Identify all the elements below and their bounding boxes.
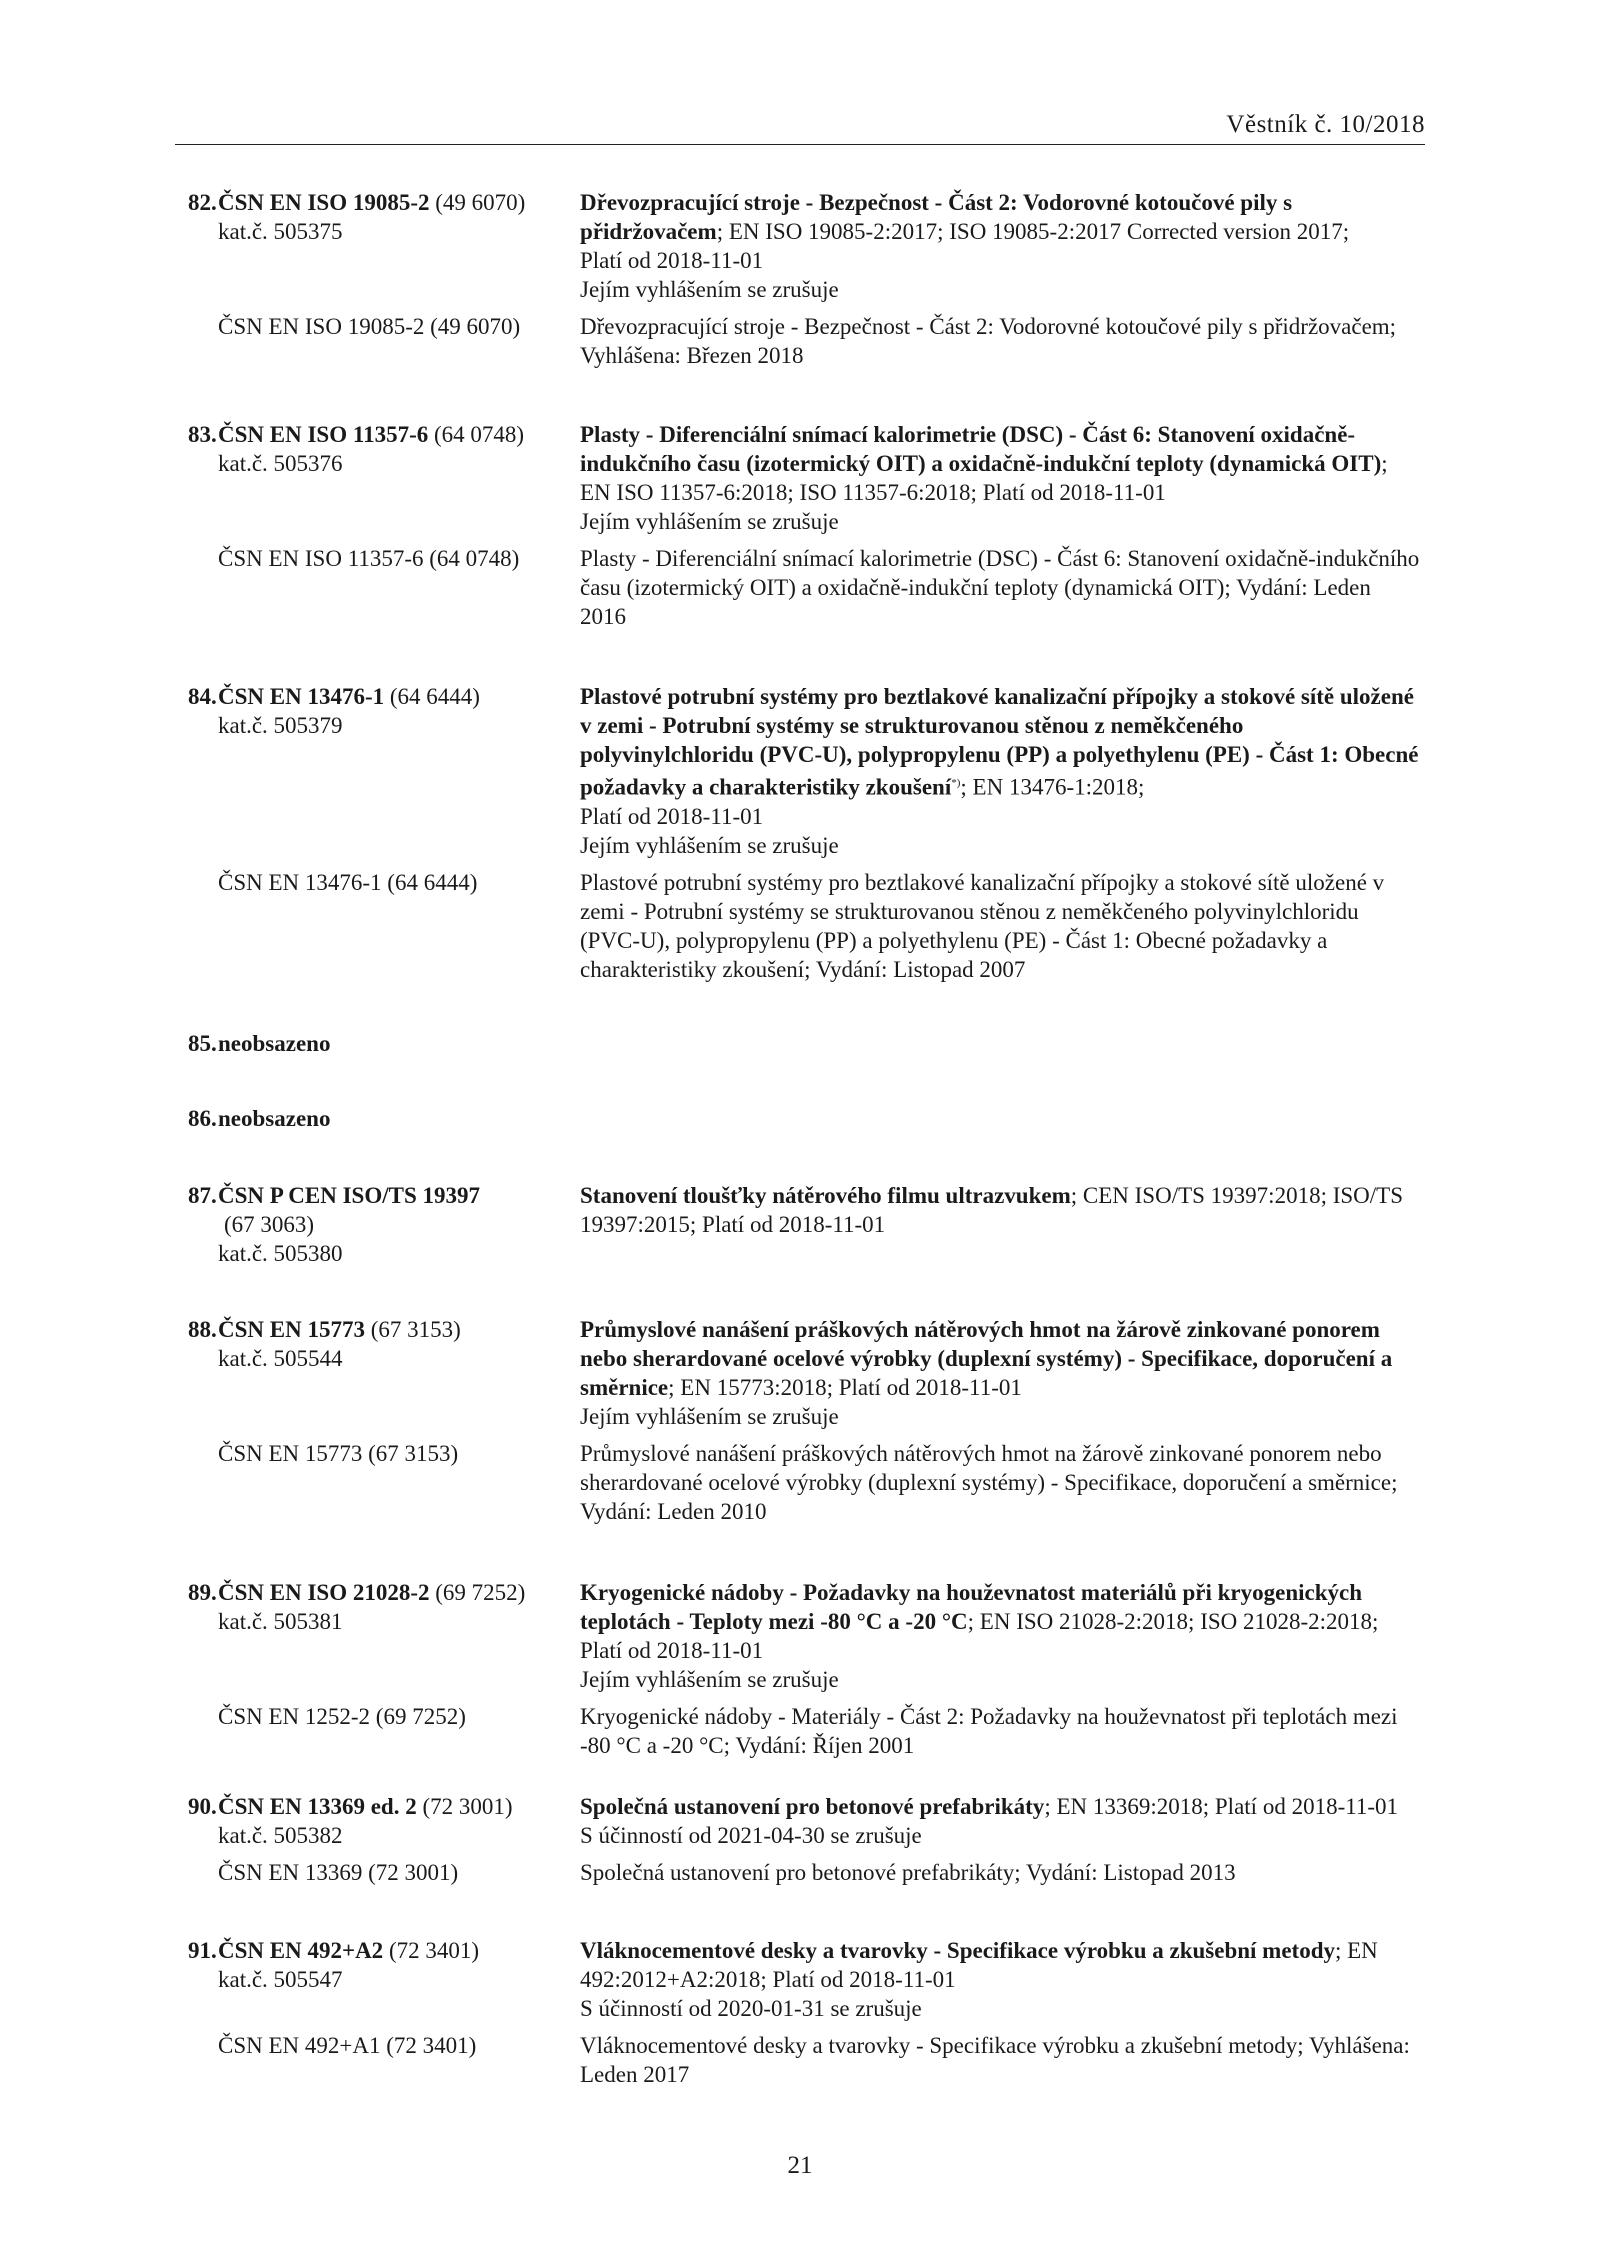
standard-description <box>580 1315 1420 1431</box>
standard-code: ČSN EN ISO 19085-2 <box>218 190 430 215</box>
standard-class: (67 3063) <box>224 1212 315 1237</box>
validity-date: Platí od 2018-11-01 <box>580 248 764 273</box>
catalog-number: kat.č. 505376 <box>218 451 343 476</box>
withdrawal-note: Jejím vyhlášením se zrušuje <box>580 509 839 534</box>
catalog-number: kat.č. 505379 <box>218 713 343 738</box>
withdrawal-note: Jejím vyhlášením se zrušuje <box>580 832 839 858</box>
standard-reference: ; EN ISO 19085-2:2017; ISO 19085-2:2017 Corrected version 2017; <box>716 219 1350 244</box>
standard-title: Kryogenické nádoby - Požadavky na houževnatost materiálů při kryogenických teplotách - Teploty mezi -80 °C a -20 °C <box>580 1580 1363 1634</box>
standard-description <box>580 1936 1420 2023</box>
withdrawn-standard-description: Kryogenické nádoby - Materiály - Část 2: Požadavky na houževnatost při teplotách mezi -80 °C a -20 °C; Vydání: Říjen 2001 <box>580 1704 1398 1758</box>
standard-reference: ; EN ISO 11357-6:2018; ISO 11357-6:2018; Platí od 2018-11-01 <box>580 451 1388 505</box>
standard-reference: ; CEN ISO/TS 19397:2018; ISO/TS 19397:2015; Platí od 2018-11-01 <box>580 1183 1404 1237</box>
withdrawn-standard-description: Plastové potrubní systémy pro beztlakové kanalizační přípojky a stokové sítě uložené v zemi - Potrubní systémy se strukturovanou stěnou z neměkčeného polyvinylchloridu (PVC-U), polypropylenu (PP) a polyethylenu (PE) - Část 1: Obecné požadavky a charakteristiky zkoušení; Vydání: Listopad 2007 <box>580 869 1385 982</box>
standard-id: 84.ČSN EN 13476-1 (64 6444) kat.č. 505379 <box>188 682 580 860</box>
withdrawn-standard-code: ČSN EN 13476-1 (64 6444) <box>218 869 478 895</box>
catalog-number: kat.č. 505544 <box>218 1346 343 1371</box>
withdrawn-standard-description: Společná ustanovení pro betonové prefabrikáty; Vydání: Listopad 2013 <box>580 1860 1236 1885</box>
standard-code: ČSN EN 15773 <box>218 1317 365 1342</box>
standard-entry-84 <box>188 682 1428 984</box>
standard-entry-82 <box>188 188 1428 370</box>
standard-class: (72 3401) <box>383 1938 480 1963</box>
standard-entry-83 <box>188 420 1428 631</box>
withdrawn-standard-description: Dřevozpracující stroje - Bezpečnost - Část 2: Vodorovné kotoučové pily s přidržovačem; Vyhlášena: Březen 2018 <box>580 314 1397 368</box>
catalog-number: kat.č. 505382 <box>218 1823 343 1848</box>
catalog-number: kat.č. 505381 <box>218 1609 343 1634</box>
standard-reference: ; EN ISO 21028-2:2018; ISO 21028-2:2018; Platí od 2018-11-01 <box>580 1609 1379 1663</box>
withdrawn-standard-description: Průmyslové nanášení práškových nátěrových hmot na žárově zinkované ponorem nebo sherardované ocelové výrobky (duplexní systémy) - Specifikace, doporučení a směrnice; Vydání: Leden 2010 <box>580 1441 1398 1524</box>
standard-description <box>580 1792 1420 1850</box>
standard-code: ČSN EN ISO 21028-2 <box>218 1580 430 1605</box>
footnote-mark: *) <box>951 777 961 789</box>
standard-entry-90 <box>188 1792 1428 1887</box>
standard-reference: ; EN 13369:2018; Platí od 2018-11-01 <box>1044 1794 1399 1819</box>
withdrawn-standard-description: Vláknocementové desky a tvarovky - Specifikace výrobku a zkušební metody; Vyhlášena: Leden 2017 <box>580 2033 1410 2087</box>
standard-code: ČSN EN 13476-1 <box>218 684 385 709</box>
withdrawn-standard-code: ČSN EN 1252-2 (69 7252) <box>218 1704 466 1729</box>
standard-id: 88.ČSN EN 15773 (67 3153) kat.č. 505544 <box>188 1315 580 1431</box>
withdrawal-note: Jejím vyhlášením se zrušuje <box>580 1404 839 1429</box>
standard-class: (49 6070) <box>429 190 526 215</box>
standard-code: ČSN EN 492+A2 <box>218 1938 384 1963</box>
standard-class: (67 3153) <box>364 1317 461 1342</box>
page-number: 21 <box>787 2152 813 2179</box>
standard-description <box>580 188 1420 304</box>
page-header <box>175 110 1425 145</box>
withdrawn-standard-code: ČSN EN ISO 11357-6 (64 0748) <box>218 546 520 571</box>
standard-id: 83.ČSN EN ISO 11357-6 (64 0748) kat.č. 505376 <box>188 420 580 536</box>
standard-title: Plasty - Diferenciální snímací kalorimetrie (DSC) - Část 6: Stanovení oxidačně-indukčního času (izotermický OIT) a oxidačně-indukční teploty (dynamická OIT) <box>580 422 1382 476</box>
catalog-number: kat.č. 505547 <box>218 1967 343 1992</box>
standard-entry-85: 85.neobsazeno <box>188 1031 331 1056</box>
standard-class: (64 6444) <box>384 684 480 709</box>
withdrawal-note: Jejím vyhlášením se zrušuje <box>580 1667 839 1692</box>
withdrawn-standard-code: ČSN EN 492+A1 (72 3401) <box>218 2033 477 2058</box>
standard-reference: ; EN 492:2012+A2:2018; Platí od 2018-11-01 <box>580 1938 1378 1992</box>
standard-description <box>580 420 1420 536</box>
journal-issue-title: Věstník č. 10/2018 <box>1226 111 1425 138</box>
catalog-number: kat.č. 505380 <box>218 1241 343 1266</box>
standard-code: ČSN P CEN ISO/TS 19397 <box>218 1183 481 1208</box>
standard-title: Dřevozpracující stroje - Bezpečnost - Část 2: Vodorovné kotoučové pily s přidržovačem <box>580 190 1293 244</box>
unused-entry-label: neobsazeno <box>218 1031 331 1056</box>
standard-description <box>580 1578 1420 1694</box>
standard-title: Vláknocementové desky a tvarovky - Specifikace výrobku a zkušební metody <box>580 1938 1335 1963</box>
standard-reference: ; EN 15773:2018; Platí od 2018-11-01 <box>668 1375 1022 1400</box>
standard-id: 90.ČSN EN 13369 ed. 2 (72 3001) kat.č. 505382 <box>188 1792 580 1850</box>
standard-title: Průmyslové nanášení práškových nátěrových hmot na žárově zinkované ponorem nebo sherardované ocelové výrobky (duplexní systémy) - Specifikace, doporučení a směrnice <box>580 1317 1393 1400</box>
standard-title: Stanovení tloušťky nátěrového filmu ultrazvukem <box>580 1183 1071 1208</box>
unused-entry-label: neobsazeno <box>218 1106 331 1131</box>
standard-id: 89.ČSN EN ISO 21028-2 (69 7252) kat.č. 505381 <box>188 1578 580 1694</box>
withdrawal-note: S účinností od 2020-01-31 se zrušuje <box>580 1996 922 2021</box>
withdrawal-note: S účinností od 2021-04-30 se zrušuje <box>580 1823 922 1848</box>
withdrawn-standard-code: ČSN EN 13369 (72 3001) <box>218 1860 459 1885</box>
standard-code: ČSN EN ISO 11357-6 <box>218 422 429 447</box>
withdrawn-standard-code: ČSN EN 15773 (67 3153) <box>218 1441 459 1466</box>
standard-code: ČSN EN 13369 ed. 2 <box>218 1794 417 1819</box>
withdrawn-standard-description: Plasty - Diferenciální snímací kalorimetrie (DSC) - Část 6: Stanovení oxidačně-indukčního času (izotermický OIT) a oxidačně-indukční teploty (dynamická OIT); Vydání: Leden 2016 <box>580 546 1420 629</box>
standard-class: (64 0748) <box>428 422 525 447</box>
standard-entry-87 <box>188 1181 1428 1268</box>
standard-id: 91.ČSN EN 492+A2 (72 3401) kat.č. 505547 <box>188 1936 580 2023</box>
standard-class: (69 7252) <box>429 1580 526 1605</box>
withdrawn-standard-code: ČSN EN ISO 19085-2 (49 6070) <box>218 314 521 339</box>
standard-id: 82.ČSN EN ISO 19085-2 (49 6070) kat.č. 505375 <box>188 188 580 304</box>
standard-entry-88 <box>188 1315 1428 1526</box>
standard-description <box>580 682 1420 860</box>
standard-reference: ; EN 13476-1:2018; <box>960 774 1145 800</box>
withdrawal-note: Jejím vyhlášením se zrušuje <box>580 277 839 302</box>
standard-entry-91 <box>188 1936 1428 2089</box>
standard-description <box>580 1181 1420 1268</box>
standard-id: 87.ČSN P CEN ISO/TS 19397 (67 3063) kat.č. 505380 <box>188 1181 580 1268</box>
standard-entry-89 <box>188 1578 1428 1760</box>
standard-entry-86: 86.neobsazeno <box>188 1106 331 1131</box>
standard-title: Společná ustanovení pro betonové prefabrikáty <box>580 1794 1045 1819</box>
catalog-number: kat.č. 505375 <box>218 219 343 244</box>
validity-date: Platí od 2018-11-01 <box>580 803 764 829</box>
standard-class: (72 3001) <box>416 1794 513 1819</box>
standard-title: Plastové potrubní systémy pro beztlakové kanalizační přípojky a stokové sítě uložené v zemi - Potrubní systémy se strukturovanou stěnou z neměkčeného polyvinylchloridu (PVC-U), polypropylenu (PP) a polyethylenu (PE) - Část 1: Obecné požadavky a charakteristiky zkoušení <box>580 684 1419 800</box>
